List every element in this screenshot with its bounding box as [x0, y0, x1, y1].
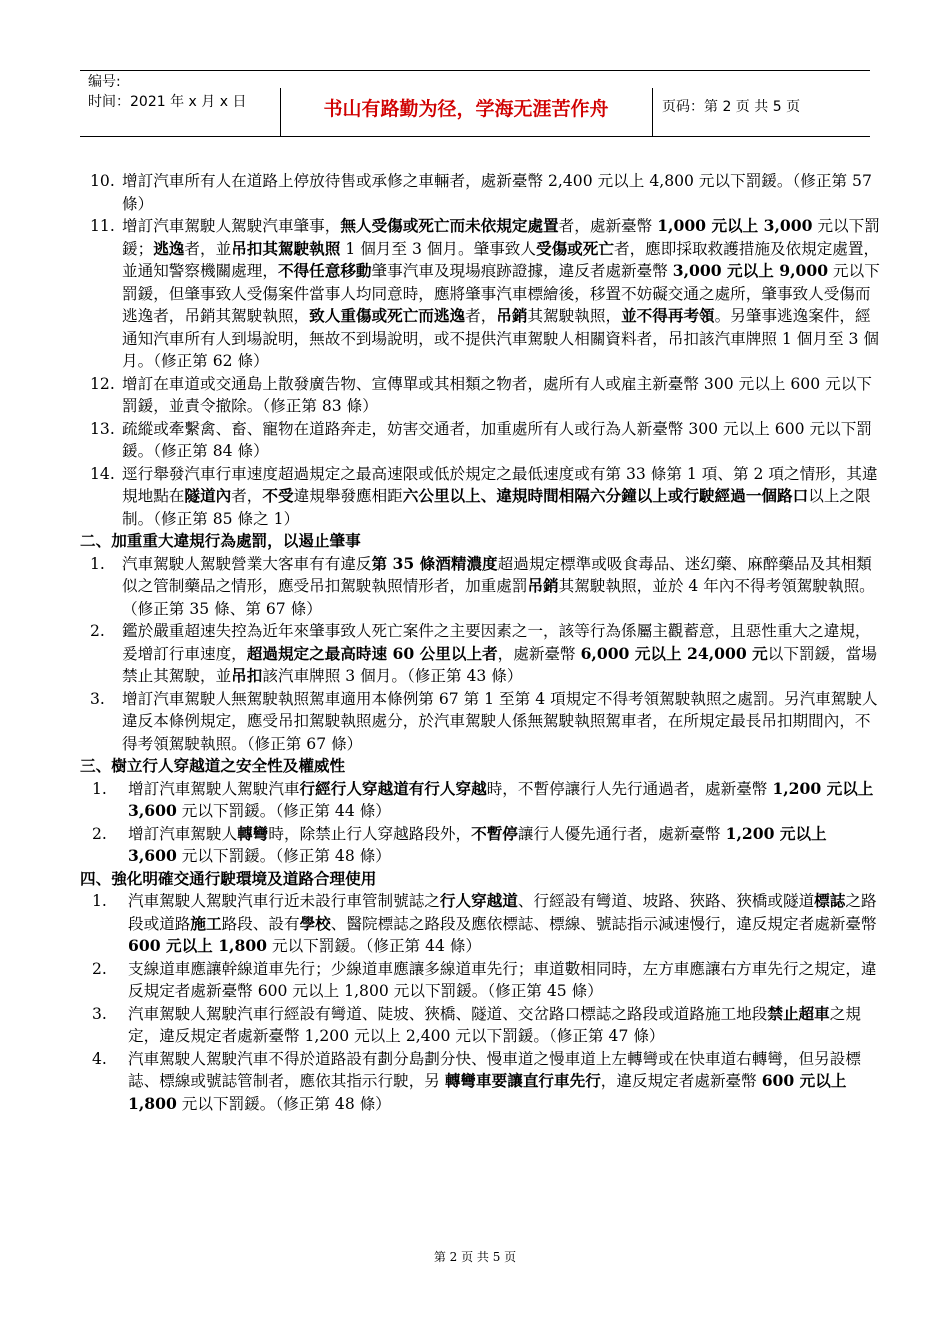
- list-item: [80, 373, 880, 418]
- list-item-number: 13.: [90, 419, 115, 438]
- emphasis-text: 逃逸: [153, 238, 185, 258]
- list-item-number: 4.: [92, 1049, 107, 1068]
- list-item: [80, 215, 880, 373]
- body-text: 、醫院標誌之路段及應依標誌、標線、號誌指示減速慢行，違反規定者處新臺幣: [330, 914, 877, 933]
- list-item-number: 14.: [90, 464, 115, 483]
- body-text: 路段、設有: [221, 914, 300, 933]
- list-item-number: 3.: [92, 1004, 107, 1023]
- emphasis-text: 不受: [262, 486, 294, 505]
- emphasis-text: 標誌: [814, 891, 846, 910]
- body-text: 汽車駕駛人駕駛汽車行經設有彎道、陡坡、狹橋、隧道、交岔路口標誌之路段或道路施工地段: [128, 1004, 768, 1023]
- header-top-rule: [80, 70, 870, 71]
- body-text: 增訂汽車駕駛人駕駛汽車肇事，: [122, 217, 341, 235]
- body-text: 元以下罰鍰；: [122, 217, 880, 258]
- body-text: 時，不暫停讓行人先行通過者，處新臺幣: [486, 779, 773, 798]
- emphasis-text: 隧道內: [184, 486, 232, 505]
- emphasis-text: 第 35 條酒精濃度: [371, 553, 498, 573]
- body-text: 增訂汽車駕駛人: [128, 824, 238, 843]
- emphasis-text: 1,200 元以上 3,600: [128, 823, 827, 865]
- body-text: ，違反規定者處新臺幣: [600, 1072, 762, 1090]
- list-item: [80, 1003, 880, 1048]
- list-item: [80, 958, 880, 1003]
- emphasis-text: 並不得再考領: [621, 306, 715, 325]
- list-item: [80, 688, 880, 756]
- section-heading: 四、強化明確交通行駛環境及道路合理使用: [80, 868, 377, 888]
- body-text: 者，: [231, 487, 263, 505]
- document-body: [80, 170, 880, 1115]
- body-text: 逕行舉發汽車行車速度超過規定之最高速限或低於規定之最低速度或有第 33 條第 1 項、第 2 項之情形，其違規地點在: [122, 464, 878, 505]
- emphasis-text: 吊扣: [231, 666, 263, 685]
- emphasis-text: 致人重傷或死亡而逃逸: [309, 306, 466, 325]
- body-text: ，處新臺幣: [497, 644, 581, 663]
- list-item-number: 2.: [92, 824, 107, 843]
- list-item: [80, 890, 880, 958]
- body-text: 者，: [465, 307, 497, 325]
- section-heading: 三、樹立行人穿越道之安全性及權威性: [80, 756, 346, 775]
- body-text: 肇事汽車及現場痕跡證據，違反者處新臺幣: [371, 262, 673, 280]
- emphasis-text: 600 元以上 1,800: [128, 936, 268, 955]
- emphasis-text: 六公里以上、違規時間相隔六分鐘以上或行駛經過一個路口: [402, 486, 809, 505]
- body-text: 增訂汽車駕駛人無駕駛執照駕車適用本條例第 67 第 1 至第 4 項規定不得考領駕駛執照之處罰。另汽車駕駛人違反本條例規定，應受吊扣駕駛執照處分，於汽車駕駛人係無駕駛執照駕車者，在所規定最長吊扣期間內，不得考領駕駛執照。（修正第 67 條）: [122, 689, 878, 753]
- list-item-number: 1.: [92, 779, 107, 798]
- body-text: 增訂汽車駕駛人駕駛汽車: [128, 779, 300, 798]
- emphasis-text: 轉彎: [237, 823, 269, 843]
- page-header: [80, 70, 870, 138]
- body-text: 者，應即採取救護措施及依規定處置，並通知警察機關處理，: [122, 239, 880, 280]
- body-text: 汽車駕駛人駕駛汽車不得於道路設有劃分島劃分快、慢車道之慢車道上左轉彎或在快車道右轉彎，但另設標誌、標線或號誌管制者，應依其指示行駛，另: [128, 1049, 861, 1090]
- header-meta: [88, 72, 246, 112]
- body-text: 元以下罰鍰。（修正第 48 條）: [176, 1094, 391, 1113]
- body-text: 其駕駛執照，並於 4 年內不得考領駕駛執照。（修正第 35 條、第 67 條）: [122, 577, 875, 618]
- emphasis-text: 1,000 元以上 3,000: [657, 216, 813, 235]
- list-item-number: 3.: [90, 689, 105, 708]
- body-text: 者，並: [184, 239, 232, 258]
- list-item: [80, 823, 880, 868]
- body-text: 增訂汽車所有人在道路上停放待售或承修之車輛者，處新臺幣 2,400 元以上 4,800 元以下罰鍰。（修正第 57 條）: [122, 172, 872, 213]
- emphasis-text: 超過規定之最高時速 60 公里以上者: [246, 643, 498, 663]
- body-text: 違規舉發應相距: [293, 487, 403, 505]
- emphasis-text: 行經行人穿越道有行人穿越: [299, 778, 487, 798]
- list-item: [80, 418, 880, 463]
- header-divider-right: [652, 88, 653, 136]
- page-footer: 第 2 页 共 5 页: [433, 1250, 517, 1264]
- emphasis-text: 吊扣其駕駛執照: [231, 238, 341, 258]
- body-text: 讓行人優先通行者，處新臺幣: [517, 824, 726, 843]
- emphasis-text: 無人受傷或死亡而未依規定處置: [340, 216, 559, 235]
- body-text: 元以下罰鍰，但肇事致人受傷案件當事人均同意時，應將肇事汽車標繪後，移置不妨礙交通之處所，肇事致人受傷而逃逸者，吊銷其駕駛執照，: [122, 262, 880, 325]
- emphasis-text: 施工: [190, 913, 222, 933]
- list-item-number: 11.: [90, 217, 115, 235]
- emphasis-text: 受傷或死亡: [535, 238, 614, 258]
- body-text: 。另肇事逃逸案件，經通知汽車所有人到場說明，無故不到場說明，或不提供汽車駕駛人相關資料者，吊扣該汽車牌照 1 個月至 3 個月。（修正第 62 條）: [122, 307, 879, 370]
- list-item: [80, 620, 880, 688]
- body-text: 1 個月至 3 個月。肇事致人: [340, 239, 536, 258]
- body-text: 超過規定標準或吸食毒品、迷幻藥、麻醉藥品及其相類似之管制藥品之情形，應受吊扣駕駛執照情形者，加重處罰: [122, 554, 872, 595]
- emphasis-text: 3,000 元以上 9,000: [672, 261, 829, 280]
- body-text: 鑑於嚴重超速失控為近年來肇事致人死亡案件之主要因素之一，該等行為係屬主觀蓄意，且惡性重大之違規，爰增訂行車速度，: [122, 622, 871, 663]
- emphasis-text: 吊銷: [496, 306, 528, 325]
- emphasis-text: 600 元以上 1,800: [128, 1071, 847, 1113]
- list-item-number: 1.: [92, 892, 107, 910]
- body-text: 時，除禁止行人穿越路段外，: [268, 824, 472, 843]
- body-text: 元以下罰鍰。（修正第 44 條）: [176, 802, 391, 820]
- list-item: [80, 553, 880, 621]
- section-heading: 二、加重重大違規行為處罰，以遏止肇事: [80, 531, 361, 550]
- emphasis-text: 6,000 元以上 24,000 元: [580, 643, 768, 663]
- list-item-number: 1.: [90, 554, 105, 573]
- emphasis-text: 禁止超車: [767, 1003, 830, 1023]
- list-item: [80, 170, 880, 215]
- emphasis-text: 轉彎車要讓直行車先行: [444, 1071, 601, 1090]
- body-text: 者，處新臺幣: [558, 217, 658, 235]
- body-text: 之路段或道路: [128, 892, 877, 933]
- body-text: 疏縱或牽繫禽、畜、寵物在道路奔走，妨害交通者，加重處所有人或行為人新臺幣 300 元以上 600 元以下罰鍰。（修正第 84 條）: [122, 419, 872, 460]
- emphasis-text: 學校: [299, 913, 331, 933]
- list-item: [80, 463, 880, 531]
- body-text: 汽車駕駛人駕駛營業大客車有有違反: [122, 554, 372, 573]
- body-text: 元以下罰鍰。（修正第 44 條）: [267, 937, 482, 955]
- list-item-number: 2.: [90, 622, 105, 640]
- body-text: 、行經設有彎道、坡路、狹路、狹橋或隧道: [517, 892, 815, 910]
- list-item-number: 10.: [90, 172, 115, 190]
- list-item: [80, 778, 880, 823]
- body-text: 該汽車牌照 3 個月。（修正第 43 條）: [262, 667, 523, 685]
- body-text: 以下罰鍰，當場禁止其駕駛，並: [122, 644, 877, 685]
- list-item-number: 12.: [90, 374, 115, 393]
- body-text: 汽車駕駛人駕駛汽車行近未設行車管制號誌之: [128, 892, 440, 910]
- body-text: 其駕駛執照，: [527, 307, 622, 325]
- body-text: 增訂在車道或交通島上散發廣告物、宣傳單或其相類之物者，處所有人或雇主新臺幣 300 元以上 600 元以下罰鍰，並責令撤除。（修正第 83 條）: [122, 374, 872, 415]
- body-text: 支線道車應讓幹線道車先行；少線道車應讓多線道車先行；車道數相同時，左方車應讓右方車先行之規定，違反規定者處新臺幣 600 元以上 1,800 元以下罰鍰。（修正第 45 條）: [128, 959, 877, 1000]
- emphasis-text: 不暫停: [471, 823, 518, 843]
- emphasis-text: 行人穿越道: [439, 891, 518, 910]
- header-time-label: 时间：2021 年 x 月 x 日: [88, 94, 247, 110]
- emphasis-text: 吊銷: [527, 576, 559, 595]
- header-bottom-rule: [80, 136, 870, 137]
- body-text: 之規定，違反規定者處新臺幣 1,200 元以上 2,400 元以下罰鍰。（修正第 47 條）: [128, 1004, 861, 1045]
- emphasis-text: 1,200 元以上 3,600: [128, 778, 874, 820]
- body-text: 元以下罰鍰。（修正第 48 條）: [176, 847, 391, 865]
- emphasis-text: 不得任意移動: [277, 261, 372, 280]
- header-motto: 书山有路勤为径，学海无涯苦作舟: [323, 98, 609, 120]
- list-item-number: 2.: [92, 959, 107, 978]
- list-item: [80, 1048, 880, 1116]
- body-text: 以上之限制。（修正第 85 條之 1）: [122, 487, 871, 528]
- header-number-label: 编号:: [88, 74, 121, 90]
- header-page-label: 页码：第 2 页 共 5 页: [662, 99, 801, 115]
